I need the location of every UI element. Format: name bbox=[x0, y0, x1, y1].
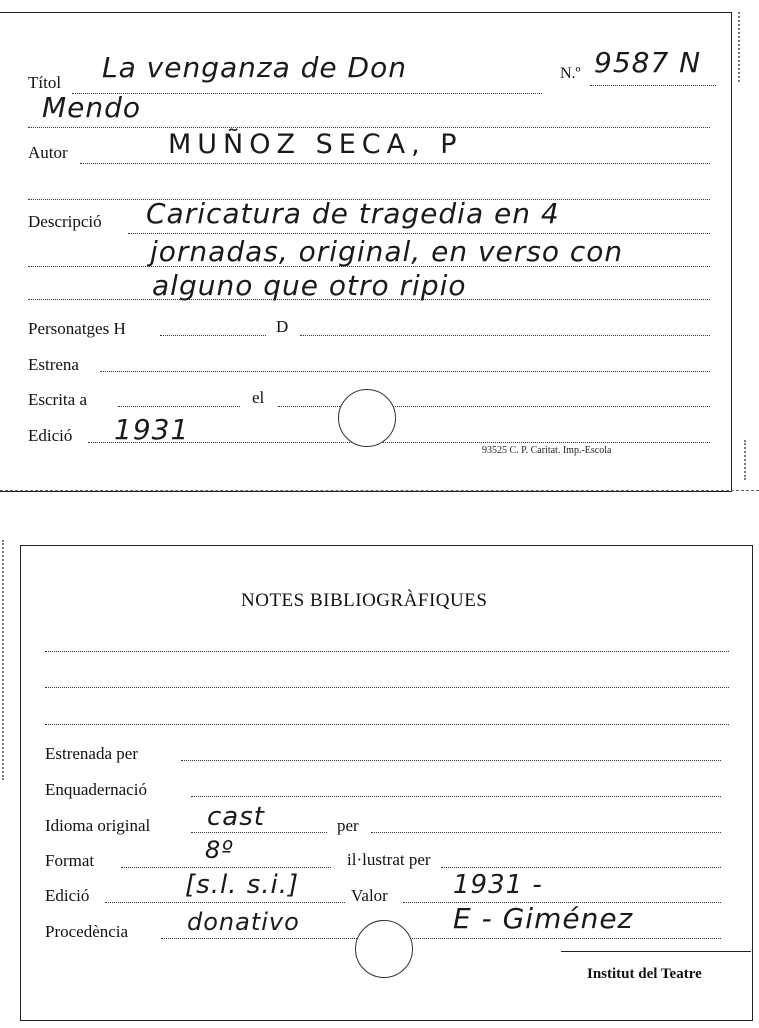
punch-hole bbox=[355, 920, 413, 978]
descripcio-label: Descripció bbox=[28, 212, 102, 231]
scan-noise bbox=[738, 12, 752, 82]
idioma-label: Idioma original bbox=[45, 816, 151, 835]
scan-noise bbox=[744, 440, 758, 480]
scan-noise bbox=[2, 540, 16, 780]
notes-line-3 bbox=[45, 724, 729, 725]
format-value: 8º bbox=[205, 836, 234, 864]
personatges-h-line bbox=[160, 335, 266, 336]
enquadernacio-line bbox=[191, 796, 721, 797]
descripcio-text-1: Caricatura de tragedia en 4 bbox=[146, 197, 560, 230]
autor-label: Autor bbox=[28, 143, 68, 162]
idioma-per-line bbox=[371, 832, 721, 833]
valor-value: 1931 - bbox=[453, 870, 543, 900]
numero-label: N.º bbox=[560, 65, 581, 82]
catalog-card-front bbox=[0, 12, 732, 492]
edicio2-line bbox=[105, 902, 345, 903]
estrena-line bbox=[100, 371, 710, 372]
titol-value: La venganza de Don bbox=[102, 51, 407, 84]
notes-heading: NOTES BIBLIOGRÀFIQUES bbox=[241, 590, 488, 611]
illustrat-label: il·lustrat per bbox=[347, 850, 431, 869]
escrita-label: Escrita a bbox=[28, 390, 87, 409]
numero-line bbox=[590, 85, 716, 86]
personatges-label: Personatges H bbox=[28, 319, 126, 338]
escrita-a-line bbox=[118, 406, 240, 407]
escrita-el-label: el bbox=[252, 388, 265, 407]
format-line bbox=[121, 867, 331, 868]
edicio-label: Edició bbox=[28, 426, 73, 445]
signature-line bbox=[561, 951, 751, 952]
idioma-per-label: per bbox=[337, 816, 359, 835]
card-cut-edge bbox=[0, 490, 759, 491]
notes-line-2 bbox=[45, 687, 729, 688]
catalog-card-back bbox=[20, 545, 753, 1021]
descripcio-text-2: jornadas, original, en verso con bbox=[150, 235, 624, 268]
format-label: Format bbox=[45, 851, 95, 870]
enquadernacio-label: Enquadernació bbox=[45, 780, 147, 799]
estrenada-line bbox=[181, 760, 721, 761]
numero-value: 9587 N bbox=[594, 46, 702, 79]
procedencia-value: donativo bbox=[187, 908, 300, 936]
edicio2-label: Edició bbox=[45, 886, 90, 905]
punch-hole bbox=[338, 389, 396, 447]
idioma-line bbox=[191, 832, 327, 833]
autor-line bbox=[80, 163, 710, 164]
titol-line-2 bbox=[28, 127, 710, 128]
illustrat-line bbox=[441, 867, 721, 868]
descripcio-line-1 bbox=[128, 233, 710, 234]
autor-value: MUÑOZ SECA, P bbox=[168, 129, 463, 160]
procedencia-label: Procedència bbox=[45, 922, 129, 941]
notes-line-1 bbox=[45, 651, 729, 652]
titol-label: Títol bbox=[28, 73, 62, 92]
edicio-value: 1931 bbox=[114, 413, 190, 446]
estrenada-label: Estrenada per bbox=[45, 744, 138, 763]
institution-label: Institut del Teatre bbox=[587, 966, 702, 982]
titol-line bbox=[72, 93, 542, 94]
valor-label: Valor bbox=[351, 886, 388, 905]
donor-name: E - Giménez bbox=[453, 902, 634, 935]
edicio2-value: [s.l. s.i.] bbox=[185, 870, 300, 900]
personatges-d-label: D bbox=[276, 317, 289, 336]
personatges-d-line bbox=[300, 335, 710, 336]
printer-imprint: 93525 C. P. Caritat. Imp.-Escola bbox=[482, 445, 612, 456]
procedencia-line bbox=[161, 938, 721, 939]
estrena-label: Estrena bbox=[28, 355, 79, 374]
descripcio-text-3: alguno que otro ripio bbox=[152, 269, 467, 302]
idioma-value: cast bbox=[207, 802, 265, 832]
titol-value-cont: Mendo bbox=[42, 91, 142, 124]
